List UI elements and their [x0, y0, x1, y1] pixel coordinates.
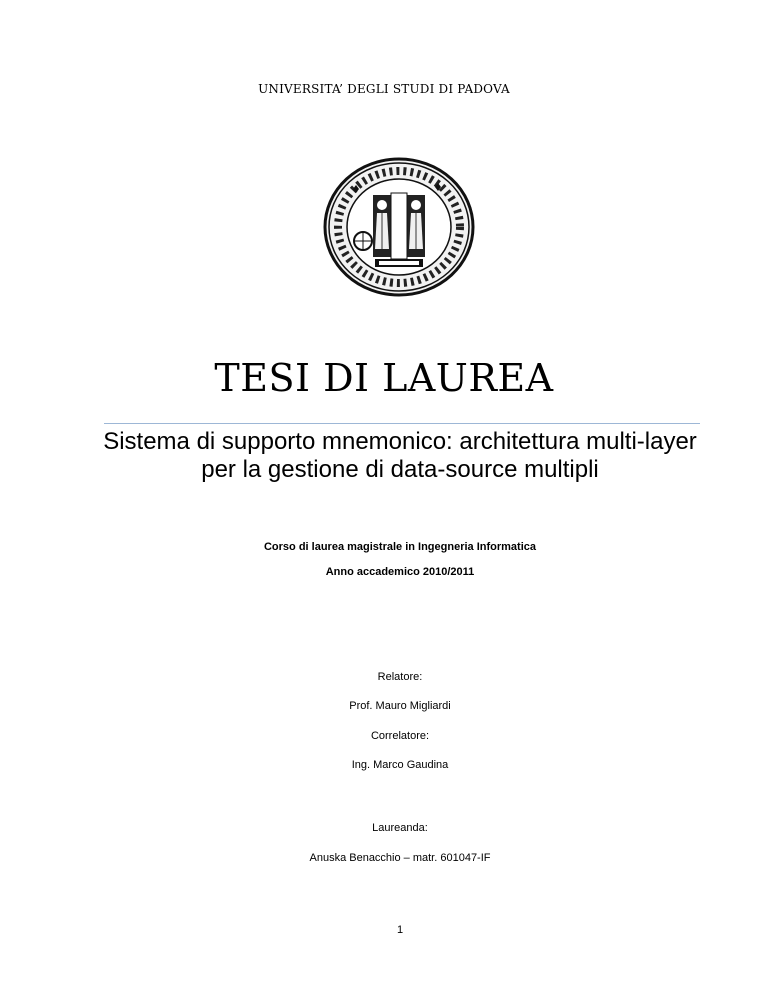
title-divider: [104, 423, 700, 424]
correlatore-name: Ing. Marco Gaudina: [351, 759, 449, 771]
document-title: TESI DI LAUREA: [214, 356, 554, 400]
academic-year: Anno accademico 2010/2011: [325, 566, 475, 578]
laureanda-label: Laureanda:: [372, 822, 428, 834]
correlatore-label: Correlatore:: [370, 730, 430, 742]
university-name: UNIVERSITA’ DEGLI STUDI DI PADOVA: [258, 82, 510, 96]
document-subtitle: Sistema di supporto mnemonico: architettura multi-layer per la gestione di data-source multipli: [103, 428, 697, 483]
laureanda-name: Anuska Benacchio – matr. 601047-IF: [309, 852, 491, 864]
relatore-label: Relatore:: [377, 671, 423, 683]
page-number: 1: [396, 924, 404, 936]
course-name: Corso di laurea magistrale in Ingegneria Informatica: [263, 541, 537, 553]
relatore-name: Prof. Mauro Migliardi: [349, 700, 451, 712]
university-seal-icon: [323, 157, 475, 297]
